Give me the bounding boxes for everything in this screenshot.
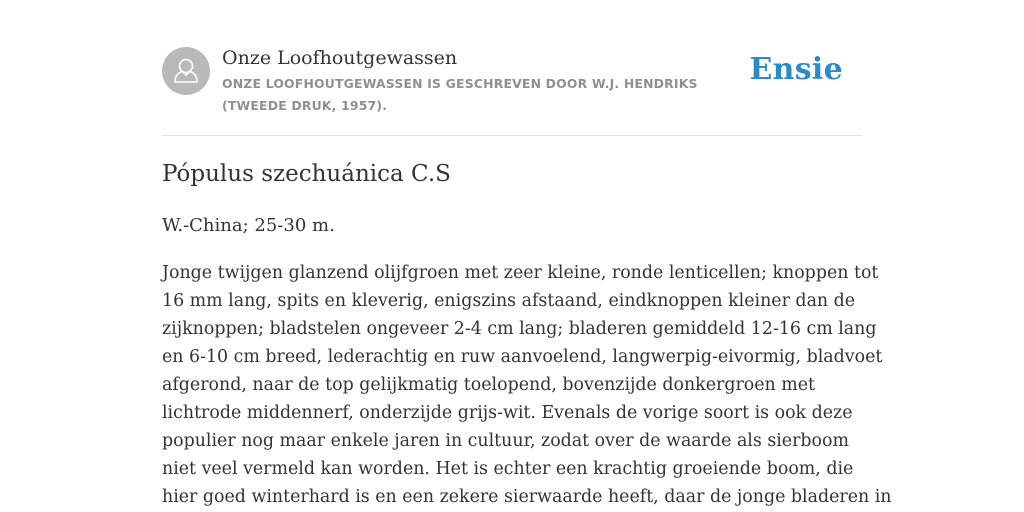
body-line: populier nog maar enkele jaren in cultuur, zodat over de waarde als sierboom <box>162 431 849 451</box>
article-body <box>162 259 892 511</box>
body-line: 16 mm lang, spits en kleverig, enigszins afstaand, eindknoppen kleiner dan de <box>162 291 856 311</box>
body-line: hier goed winterhard is en een zekere sierwaarde heeft, daar de jonge bladeren in <box>162 487 892 507</box>
article-meta: W.-China; 25-30 m. <box>162 215 335 236</box>
article-title: Pópulus szechuánica C.S <box>162 161 451 187</box>
book-header <box>162 44 862 136</box>
body-line: zijknoppen; bladstelen ongeveer 2-4 cm lang; bladeren gemiddeld 12-16 cm lang <box>162 319 877 339</box>
book-description: ONZE LOOFHOUTGEWASSEN IS GESCHREVEN DOOR W.J. HENDRIKS (TWEEDE DRUK, 1957). <box>222 76 698 113</box>
ensie-logo[interactable]: Ensie <box>749 52 843 87</box>
body-line: lichtrode middennerf, onderzijde grijs-wit. Evenals de vorige soort is ook deze <box>162 403 853 423</box>
book-title[interactable]: Onze Loofhoutgewassen <box>222 47 458 69</box>
body-line: Jonge twijgen glanzend olijfgroen met zeer kleine, ronde lenticellen; knoppen tot <box>162 263 879 283</box>
body-line: afgerond, naar de top gelijkmatig toelopend, bovenzijde donkergroen met <box>162 375 816 395</box>
body-line: en 6-10 cm breed, lederachtig en ruw aanvoelend, langwerpig-eivormig, bladvoet <box>162 347 883 367</box>
user-silhouette-icon-graphic <box>162 47 210 95</box>
body-line: niet veel vermeld kan worden. Het is echter een krachtig groeiende boom, die <box>162 459 854 479</box>
user-silhouette-icon[interactable] <box>162 47 210 95</box>
header-divider <box>162 135 862 136</box>
